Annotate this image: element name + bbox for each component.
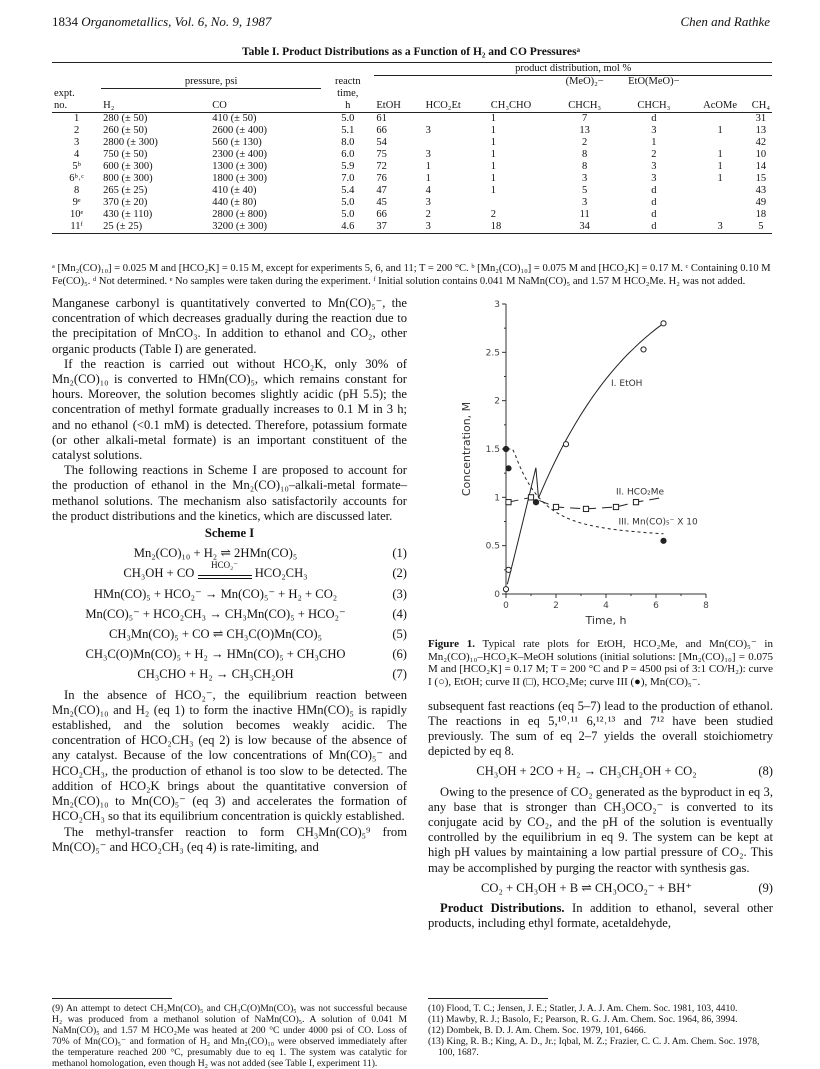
table-title: Table I. Product Distributions as a Function of H₂ and CO Pressuresᵃ	[241, 46, 580, 58]
table-cell: 410 (± 40)	[212, 185, 257, 196]
table-cell: 440 (± 80)	[212, 197, 257, 208]
y-tick-label: 2	[494, 396, 500, 407]
equation-7: CH₃CHO + H₂ → CH₃CH₂OH (7)	[137, 667, 407, 682]
table-row	[52, 125, 772, 137]
table-cell: 2	[490, 209, 496, 220]
running-header-authors: Chen and Rathke	[680, 14, 770, 29]
th-time: time,	[337, 88, 359, 99]
table-cell: 5	[750, 221, 772, 234]
table-cell: 25 (± 25)	[101, 221, 210, 234]
data-point-hco2me	[613, 504, 618, 509]
table-cell: d	[617, 221, 690, 234]
data-point-hco2me	[583, 506, 588, 511]
table-row	[52, 161, 772, 173]
table-cell: 1	[490, 173, 496, 184]
footnotes-right	[428, 1003, 773, 1058]
th-acome: AcOMe	[690, 100, 749, 113]
footnote-rule-left	[52, 998, 172, 999]
table-cell: 8	[582, 161, 588, 172]
y-tick-label: 2.5	[485, 348, 500, 359]
table-cell: 560 (± 130)	[212, 137, 262, 148]
y-tick-label: 1.5	[485, 445, 500, 455]
table-cell: 6ᵇ˒ᶜ	[69, 173, 84, 184]
table-cell: 3	[651, 173, 657, 184]
footnote-9: (9) An attempt to detect CH₃Mn(CO)₅ and CH₃C(O)Mn(CO)₅ was not successful because H₂ was produced from a methanol solution of NaMn(CO)₅. A solution of 0.041 M NaMn(CO)₅ and 1.57 M HCO₂Me was heated at 200 °C under 4000 psi of CO. Loss of 70% of Mn(CO)₅⁻ and formation of H₂ and Mn₂(CO)₁₀ were observed immediately after the temperature reached 200 °C, presumably due to eq 1. The system was catalytic for methanol homologation, even though H₂ was not added (see Table I, experiment 11).	[52, 1003, 407, 1069]
table-cell: 1	[73, 113, 80, 124]
table-cell: 49	[755, 197, 767, 208]
table-cell: 66	[376, 125, 387, 136]
th-reactn: reactn	[334, 76, 361, 87]
table-cell: 42	[755, 137, 767, 148]
footnote-rule-right	[428, 998, 548, 999]
table-cell: 2	[73, 125, 80, 136]
table-cell: 430 (± 110)	[103, 209, 153, 220]
figure-1-chart	[428, 296, 773, 632]
table-cell: 3	[425, 197, 431, 208]
table-cell: 1	[490, 185, 496, 196]
table-cell: d	[651, 113, 657, 124]
table-cell: 1	[651, 137, 657, 148]
table-cell: d	[651, 197, 657, 208]
table-cell: 1	[717, 149, 723, 160]
table-cell: 1	[717, 125, 723, 136]
table-row	[52, 173, 772, 185]
table-cell: 7	[582, 113, 588, 124]
table-cell: 75	[376, 149, 387, 160]
data-point-etoh	[506, 567, 511, 572]
table-cell: 1800 (± 300)	[212, 173, 267, 184]
table-row	[52, 209, 772, 221]
table-cell	[424, 113, 489, 126]
y-tick-label: 3	[494, 300, 500, 310]
table-cell: 2800 (± 300)	[103, 137, 158, 148]
table-cell: 5	[582, 185, 588, 196]
table-row	[52, 113, 772, 126]
data-point-hco2me	[528, 495, 533, 500]
table-cell: 47	[376, 185, 387, 196]
data-point-mnco5	[506, 466, 511, 471]
table-cell: 3200 (± 300)	[210, 221, 321, 234]
equation-6: CH₃C(O)Mn(CO)₅ + H₂ → HMn(CO)₅ + CH₃CHO (6)	[85, 647, 407, 662]
figure-caption: Figure 1. Typical rate plots for EtOH, HCO₂Me, and Mn(CO)₅⁻ in Mn₂(CO)₁₀–HCO₂K–MeOH solutions (initial solutions: [Mn₂(CO)₁₀] = 0.075 M and [HCO₂K] = 0.17 M; T = 200 °C and P = 4500 psi of 3:1 CO/H₂): curve I (○), EtOH; curve II (□), HCO₂Me; curve III (●), Mn(CO)₅⁻.	[428, 638, 773, 688]
y-axis-label: Concentration, M	[460, 401, 473, 497]
x-tick-label: 0	[503, 601, 509, 611]
paragraph: The methyl-transfer reaction to form CH₃Mn(CO)₅⁹ from Mn(CO)₅⁻ and HCO₂CH₃ (eq 4) is rate-limiting, and	[52, 824, 407, 854]
x-tick-label: 2	[553, 601, 559, 611]
table-cell: 1	[490, 125, 496, 136]
table-row	[52, 149, 772, 161]
series-line-etoh	[507, 323, 663, 584]
table-cell: 31	[755, 113, 767, 124]
table-cell: d	[651, 185, 657, 196]
table-cell: 800 (± 300)	[103, 173, 153, 184]
table-cell: 2300 (± 400)	[212, 149, 267, 160]
table-cell: 18	[755, 209, 767, 220]
table-cell: 750 (± 50)	[103, 149, 148, 160]
equation-9: CO₂ + CH₃OH + B ⇌ CH₃OCO₂⁻ + BH⁺ (9)	[480, 880, 773, 895]
th-etomeo-top: EtO(MeO)−	[628, 76, 680, 87]
table-cell: 10	[755, 149, 767, 160]
right-column	[428, 296, 773, 931]
paragraph: Manganese carbonyl is quantitatively converted to Mn(CO)₅⁻, the concentration of which decreases gradually during the reaction due to the precipitation of MnCO₃. In addition to ethanol and CO₂, other organic products (Table I) are generated.	[52, 296, 407, 356]
table-cell: 1	[490, 149, 496, 160]
table-row	[52, 221, 772, 234]
th-meo2-bot: CHCH₃	[552, 100, 617, 113]
th-h: h	[321, 100, 374, 113]
x-tick-label: 6	[653, 601, 659, 611]
table-cell	[690, 209, 749, 221]
data-point-hco2me	[506, 500, 511, 505]
catalyzed-equilibrium-arrow: HCO₂⁻	[198, 569, 252, 579]
y-tick-label: 0.5	[485, 541, 500, 552]
table-cell: 54	[376, 137, 387, 148]
table-cell: 10ᵉ	[69, 209, 84, 220]
paragraph: If the reaction is carried out without HCO₂K, only 30% of Mn₂(CO)₁₀ is converted to HMn(CO)₅, which remains constant for hours. Moreover, the solution becomes slightly acidic (pH 5.5); the concentration of methyl formate gradually increases to 0.1 M in 3 h; and no ethanol (<0.1 mM) is detected. Therefore, potassium formate (or other alkali-metal formate) is an important constituent of the catalyst solutions.	[52, 356, 407, 463]
table-cell: 5.4	[341, 185, 355, 196]
table-body	[52, 113, 772, 234]
footnotes-left	[52, 1003, 407, 1069]
table-cell: 2	[425, 209, 431, 220]
table-cell: 37	[374, 221, 423, 234]
table-cell: 7.0	[341, 173, 355, 184]
data-point-hco2me	[633, 500, 638, 505]
data-point-etoh	[503, 587, 508, 592]
equation-4: Mn(CO)₅⁻ + HCO₂CH₃ → CH₃Mn(CO)₅ + HCO₂⁻ (4)	[85, 606, 407, 621]
th-meo2-top: (MeO)₂−	[565, 76, 604, 87]
table-cell: 14	[755, 161, 767, 172]
table-cell	[489, 197, 552, 209]
table-cell: 4	[73, 149, 80, 160]
table-cell: 280 (± 50)	[103, 113, 148, 124]
table-cell: 45	[376, 197, 387, 208]
th-h2: H₂	[101, 100, 210, 113]
th-ch3cho: CH₃CHO	[489, 100, 552, 113]
x-axis-label: Time, h	[585, 614, 627, 627]
table-cell: 76	[376, 173, 387, 184]
paragraph: Owing to the presence of CO₂ generated as the byproduct in eq 3, any base that is stronger than CH₃OCO₂⁻ is converted to its conjugate acid by CO₂, and the pH of the solution is eventually controlled by the equilibrium in eq 9. The system can be kept at high pH values by maintaining a low partial pressure of CO₂. This may be accomplished by purging the reactor with synthesis gas.	[428, 784, 773, 875]
equation-2: CH₃OH + CO HCO₂⁻ HCO₂CH₃ (2)	[123, 560, 407, 581]
y-tick-label: 0	[494, 590, 500, 600]
footnote-11: (11) Mawby, R. J.; Basolo, F.; Pearson, R. G. J. Am. Chem. Soc. 1964, 86, 3994.	[428, 1014, 738, 1025]
series-label-mnco5: III. Mn(CO)₅⁻ X 10	[618, 517, 698, 528]
table-cell: 8.0	[341, 137, 355, 148]
table-cell: 2	[651, 149, 657, 160]
footnote-10: (10) Flood, T. C.; Jensen, J. E.; Statler, J. A. J. Am. Chem. Soc. 1981, 103, 4410.	[428, 1003, 738, 1014]
data-point-mnco5	[661, 538, 666, 543]
paragraph: The following reactions in Scheme I are proposed to account for the production of ethanol in the Mn₂(CO)₁₀–alkali-metal formate–methanol solutions. The mechanism also satisfactorily accounts for the product distributions and the kinetics, which are discussed later.	[52, 463, 407, 523]
paragraph: subsequent fast reactions (eq 5–7) lead to the production of ethanol. The reactions in eq 5,¹⁰˒¹¹ 6,¹²˒¹³ and 7¹² have been studied previously. The sum of eq 2–7 yields the overall stoichiometry depicted by eq 8.	[428, 698, 773, 759]
table-cell: 8	[73, 185, 80, 196]
table-cell: 1	[717, 173, 723, 184]
data-point-hco2me	[553, 504, 558, 509]
table-cell: 2	[582, 137, 588, 148]
table-cell: 5ᵇ	[72, 161, 81, 172]
table-footnotes: ᵃ [Mn₂(CO)₁₀] = 0.025 M and [HCO₂K] = 0.15 M, except for experiments 5, 6, and 11; T = 200 °C. ᵇ [Mn₂(CO)₁₀] = 0.075 M and [HCO₂K] = 0.17 M. ᶜ Containing 0.10 M Fe(CO)₅. ᵈ Not determined. ᵉ No samples were taken during the experiment. ᶠ Initial solution contains 0.041 M NaMn(CO)₅ and 1.57 M HCO₂Me. H₂ was not added.	[52, 263, 771, 287]
table-cell: 1	[490, 161, 496, 172]
table-cell	[690, 197, 749, 209]
product-distribution-table	[52, 62, 772, 234]
table-cell: 3	[651, 125, 657, 136]
chart-marks	[503, 321, 666, 592]
footnote-12: (12) Dombek, B. D. J. Am. Chem. Soc. 1979, 101, 6466.	[428, 1025, 646, 1036]
x-tick-label: 8	[703, 601, 709, 611]
table-cell: 4.6	[321, 221, 374, 234]
paragraph: Product Distributions. In addition to ethanol, several other products, including ethyl formate, acetaldehyde,	[428, 901, 773, 931]
table-cell: 34	[552, 221, 617, 234]
table-cell: 2800 (± 800)	[212, 209, 267, 220]
paragraph: In the absence of HCO₂⁻, the equilibrium reaction between Mn₂(CO)₁₀ and H₂ (eq 1) to form the inactive HMn(CO)₅ is rapidly established, and the solution becomes weakly acidic. The concentration of HCO₂CH₃ (eq 2) is low because of the absence of any catalyst. Because of the low concentrations of Mn(CO)₅⁻ and HCO₂CH₃, the production of ethanol is too slow to be detected. The addition of HCO₂K brings about the quantitative conversion of Mn₂(CO)₁₀ to Mn(CO)₅⁻ (eq 3) and accelerates the formation of HCO₂CH₃ so that its equilibrium concentration is quickly established.	[52, 687, 407, 824]
table-cell: 600 (± 300)	[103, 161, 153, 172]
equation-1: Mn₂(CO)₁₀ + H₂ ⇌ 2HMn(CO)₅ (1)	[133, 546, 407, 561]
table-cell: 43	[755, 185, 767, 196]
table-cell: 66	[376, 209, 387, 220]
running-header-left	[52, 14, 271, 30]
th-etomeo-bot: CHCH₃	[617, 100, 690, 113]
data-point-etoh	[641, 347, 646, 352]
table-cell: 1	[490, 113, 496, 124]
table-cell: 3	[582, 197, 588, 208]
page-number: 1834	[52, 14, 78, 29]
data-point-etoh	[563, 442, 568, 447]
data-point-etoh	[661, 321, 666, 326]
table-cell: 3	[582, 173, 588, 184]
data-point-mnco5	[533, 500, 538, 505]
table-cell: 370 (± 20)	[103, 197, 148, 208]
table-cell: 5.1	[341, 125, 355, 136]
table-cell: 1	[490, 137, 496, 148]
series-label-etoh: I. EtOH	[611, 379, 643, 390]
th-ch4: CH₄	[751, 100, 770, 111]
table-cell: 11ᶠ	[52, 221, 101, 234]
footnote-13: (13) King, R. B.; King, A. D., Jr.; Iqbal, M. Z.; Frazier, C. C. J. Am. Chem. Soc. 1978, 100, 1687.	[428, 1036, 760, 1058]
table-cell: 260 (± 50)	[103, 125, 148, 136]
th-hco2et: HCO₂Et	[424, 100, 489, 113]
table-cell	[424, 137, 489, 149]
equation-3: HMn(CO)₅ + HCO₂⁻ → Mn(CO)₅⁻ + H₂ + CO₂ (3)	[93, 586, 407, 601]
th-expt: expt.	[54, 88, 75, 99]
table-cell: 15	[755, 173, 767, 184]
table-cell: 5.0	[341, 209, 355, 220]
table-cell: 1300 (± 300)	[212, 161, 267, 172]
table-cell	[690, 113, 749, 126]
table-cell: 8	[582, 149, 588, 160]
table-row	[52, 185, 772, 197]
table-cell: 9ᵉ	[72, 197, 81, 208]
table-cell: 72	[376, 161, 387, 172]
table-row	[52, 137, 772, 149]
table-cell: 1	[717, 161, 723, 172]
scheme-title: Scheme I	[204, 526, 255, 541]
table-cell: 13	[579, 125, 590, 136]
table-cell	[690, 185, 749, 197]
th-product-distribution: product distribution, mol %	[374, 63, 772, 76]
table-cell	[690, 137, 749, 149]
table-cell: 1	[425, 161, 431, 172]
x-tick-label: 4	[603, 601, 609, 611]
table-cell: 6.0	[341, 149, 355, 160]
table-cell: 3	[425, 125, 431, 136]
y-tick-label: 1	[494, 493, 500, 504]
equation-5: CH₃Mn(CO)₅ + CO ⇌ CH₃C(O)Mn(CO)₅ (5)	[109, 627, 407, 642]
table-row	[52, 197, 772, 209]
data-point-mnco5	[503, 446, 508, 451]
table-cell: 5.0	[341, 113, 355, 124]
table-cell: 3	[690, 221, 749, 234]
th-etoh: EtOH	[374, 100, 423, 113]
table-cell: 410 (± 50)	[212, 113, 257, 124]
chart-axes	[486, 300, 709, 611]
table-cell: 2600 (± 400)	[212, 125, 267, 136]
table-cell: 265 (± 25)	[103, 185, 148, 196]
table-cell: 4	[425, 185, 431, 196]
table-cell: 18	[489, 221, 552, 234]
table-cell: 3	[424, 221, 489, 234]
table-cell: 5.0	[341, 197, 355, 208]
table-cell: d	[651, 209, 657, 220]
table-cell: 3	[425, 149, 431, 160]
table-cell: 1	[425, 173, 431, 184]
th-no: no.	[52, 100, 101, 113]
table-cell: 61	[376, 113, 387, 124]
table-cell: 5.9	[341, 161, 355, 172]
th-pressure: pressure, psi	[101, 76, 321, 89]
left-column	[52, 296, 407, 855]
equation-8: CH₃OH + 2CO + H₂ → CH₃CH₂OH + CO₂ (8)	[476, 764, 773, 779]
table-cell: 13	[755, 125, 767, 136]
table-cell: 3	[651, 161, 657, 172]
table-cell: 3	[73, 137, 80, 148]
series-label-hco2me: II. HCO₂Me	[616, 487, 665, 498]
journal-citation: Organometallics, Vol. 6, No. 9, 1987	[81, 14, 272, 29]
th-co: CO	[210, 100, 321, 113]
table-cell: 11	[579, 209, 590, 220]
